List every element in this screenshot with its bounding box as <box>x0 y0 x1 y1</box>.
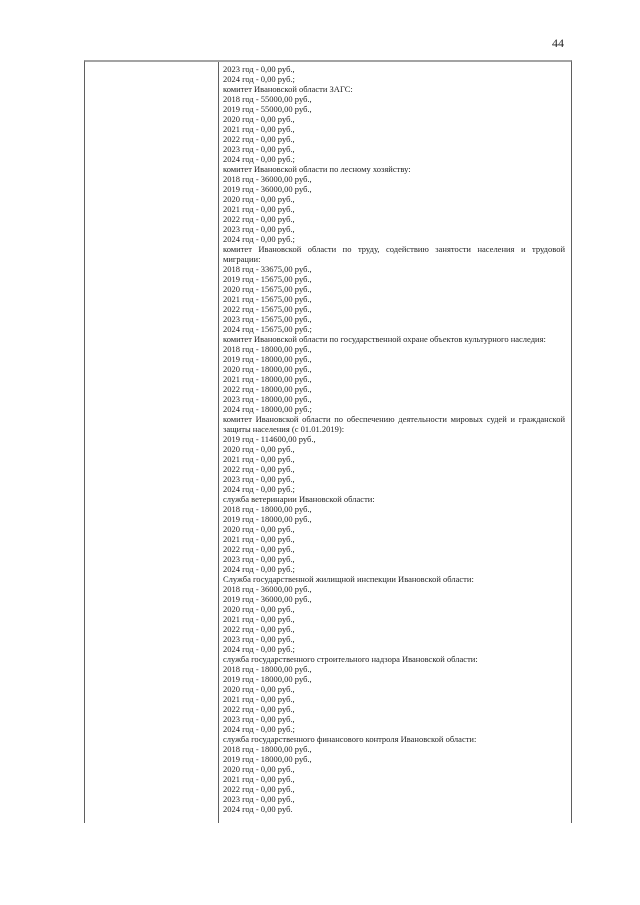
text-line: 2020 год - 0,00 руб., <box>223 524 295 534</box>
text-line: 2019 год - 18000,00 руб., <box>223 674 312 684</box>
text-line: 2021 год - 0,00 руб., <box>223 454 295 464</box>
text-line: 2018 год - 36000,00 руб., <box>223 174 312 184</box>
text-line: защиты населения (с 01.01.2019): <box>223 424 345 434</box>
text-line: 2024 год - 0,00 руб.; <box>223 74 295 84</box>
text-line: 2022 год - 0,00 руб., <box>223 134 295 144</box>
text-line: 2018 год - 18000,00 руб., <box>223 504 312 514</box>
text-line: 2021 год - 18000,00 руб., <box>223 374 312 384</box>
text-line: 2020 год - 0,00 руб., <box>223 604 295 614</box>
text-line: 2019 год - 18000,00 руб., <box>223 754 312 764</box>
text-line: миграции: <box>223 254 261 264</box>
text-line: 2018 год - 33675,00 руб., <box>223 264 312 274</box>
text-line: 2020 год - 18000,00 руб., <box>223 364 312 374</box>
text-line: 2020 год - 15675,00 руб., <box>223 284 312 294</box>
text-line: 2023 год - 0,00 руб., <box>223 554 295 564</box>
text-line: 2020 год - 0,00 руб., <box>223 114 295 124</box>
text-line: комитет Ивановской области ЗАГС: <box>223 84 353 94</box>
text-line: комитет Ивановской области по труду, содействию занятости населения и трудовой <box>223 244 565 254</box>
text-line: 2018 год - 18000,00 руб., <box>223 744 312 754</box>
text-line: 2024 год - 0,00 руб.; <box>223 234 295 244</box>
text-line: 2020 год - 0,00 руб., <box>223 444 295 454</box>
text-line: 2021 год - 0,00 руб., <box>223 124 295 134</box>
text-line: 2023 год - 18000,00 руб., <box>223 394 312 404</box>
text-line: 2022 год - 0,00 руб., <box>223 624 295 634</box>
text-line: 2022 год - 0,00 руб., <box>223 214 295 224</box>
text-line: 2024 год - 0,00 руб.; <box>223 154 295 164</box>
text-line: 2022 год - 0,00 руб., <box>223 544 295 554</box>
text-line: 2023 год - 15675,00 руб., <box>223 314 312 324</box>
text-line: 2024 год - 18000,00 руб.; <box>223 404 312 414</box>
text-line: служба государственного строительного надзора Ивановской области: <box>223 654 478 664</box>
text-line: 2021 год - 0,00 руб., <box>223 204 295 214</box>
text-line: комитет Ивановской области по государственной охране объектов культурного наследия: <box>223 334 546 344</box>
text-line: 2018 год - 18000,00 руб., <box>223 344 312 354</box>
text-line: 2023 год - 0,00 руб., <box>223 714 295 724</box>
text-line: 2021 год - 0,00 руб., <box>223 614 295 624</box>
text-line: 2020 год - 0,00 руб., <box>223 684 295 694</box>
text-line: 2019 год - 15675,00 руб., <box>223 274 312 284</box>
text-line: 2023 год - 0,00 руб., <box>223 474 295 484</box>
table-cell-content <box>219 62 571 823</box>
text-line: комитет Ивановской области по лесному хозяйству: <box>223 164 411 174</box>
text-line: 2019 год - 114600,00 руб., <box>223 434 316 444</box>
text-line: 2024 год - 15675,00 руб.; <box>223 324 312 334</box>
text-line: 2019 год - 18000,00 руб., <box>223 514 312 524</box>
text-line: 2021 год - 15675,00 руб., <box>223 294 312 304</box>
text-line: комитет Ивановской области по обеспечению деятельности мировых судей и гражданской <box>223 414 565 424</box>
text-line: 2024 год - 0,00 руб.; <box>223 724 295 734</box>
text-line: 2023 год - 0,00 руб., <box>223 64 295 74</box>
text-line: 2023 год - 0,00 руб., <box>223 144 295 154</box>
text-line: 2022 год - 15675,00 руб., <box>223 304 312 314</box>
text-line: 2024 год - 0,00 руб.; <box>223 484 295 494</box>
text-line: 2023 год - 0,00 руб., <box>223 224 295 234</box>
page-number: 44 <box>552 36 564 50</box>
text-line: 2021 год - 0,00 руб., <box>223 694 295 704</box>
text-line: служба государственного финансового контроля Ивановской области: <box>223 734 477 744</box>
text-line: служба ветеринарии Ивановской области: <box>223 494 375 504</box>
text-line: 2024 год - 0,00 руб. <box>223 804 293 814</box>
text-line: 2024 год - 0,00 руб.; <box>223 564 295 574</box>
text-line: 2023 год - 0,00 руб., <box>223 634 295 644</box>
text-line: 2019 год - 36000,00 руб., <box>223 184 312 194</box>
text-line: 2023 год - 0,00 руб., <box>223 794 295 804</box>
budget-table <box>84 60 572 823</box>
text-line: 2019 год - 55000,00 руб., <box>223 104 312 114</box>
text-line: 2022 год - 18000,00 руб., <box>223 384 312 394</box>
text-line: 2019 год - 18000,00 руб., <box>223 354 312 364</box>
text-line: Служба государственной жилищной инспекции Ивановской области: <box>223 574 474 584</box>
text-line: 2019 год - 36000,00 руб., <box>223 594 312 604</box>
text-line: 2022 год - 0,00 руб., <box>223 704 295 714</box>
text-line: 2022 год - 0,00 руб., <box>223 784 295 794</box>
text-line: 2021 год - 0,00 руб., <box>223 774 295 784</box>
text-line: 2018 год - 55000,00 руб., <box>223 94 312 104</box>
text-line: 2020 год - 0,00 руб., <box>223 764 295 774</box>
text-line: 2024 год - 0,00 руб.; <box>223 644 295 654</box>
table-cell-left <box>85 62 219 823</box>
text-line: 2022 год - 0,00 руб., <box>223 464 295 474</box>
text-line: 2021 год - 0,00 руб., <box>223 534 295 544</box>
text-line: 2018 год - 18000,00 руб., <box>223 664 312 674</box>
text-line: 2020 год - 0,00 руб., <box>223 194 295 204</box>
text-line: 2018 год - 36000,00 руб., <box>223 584 312 594</box>
